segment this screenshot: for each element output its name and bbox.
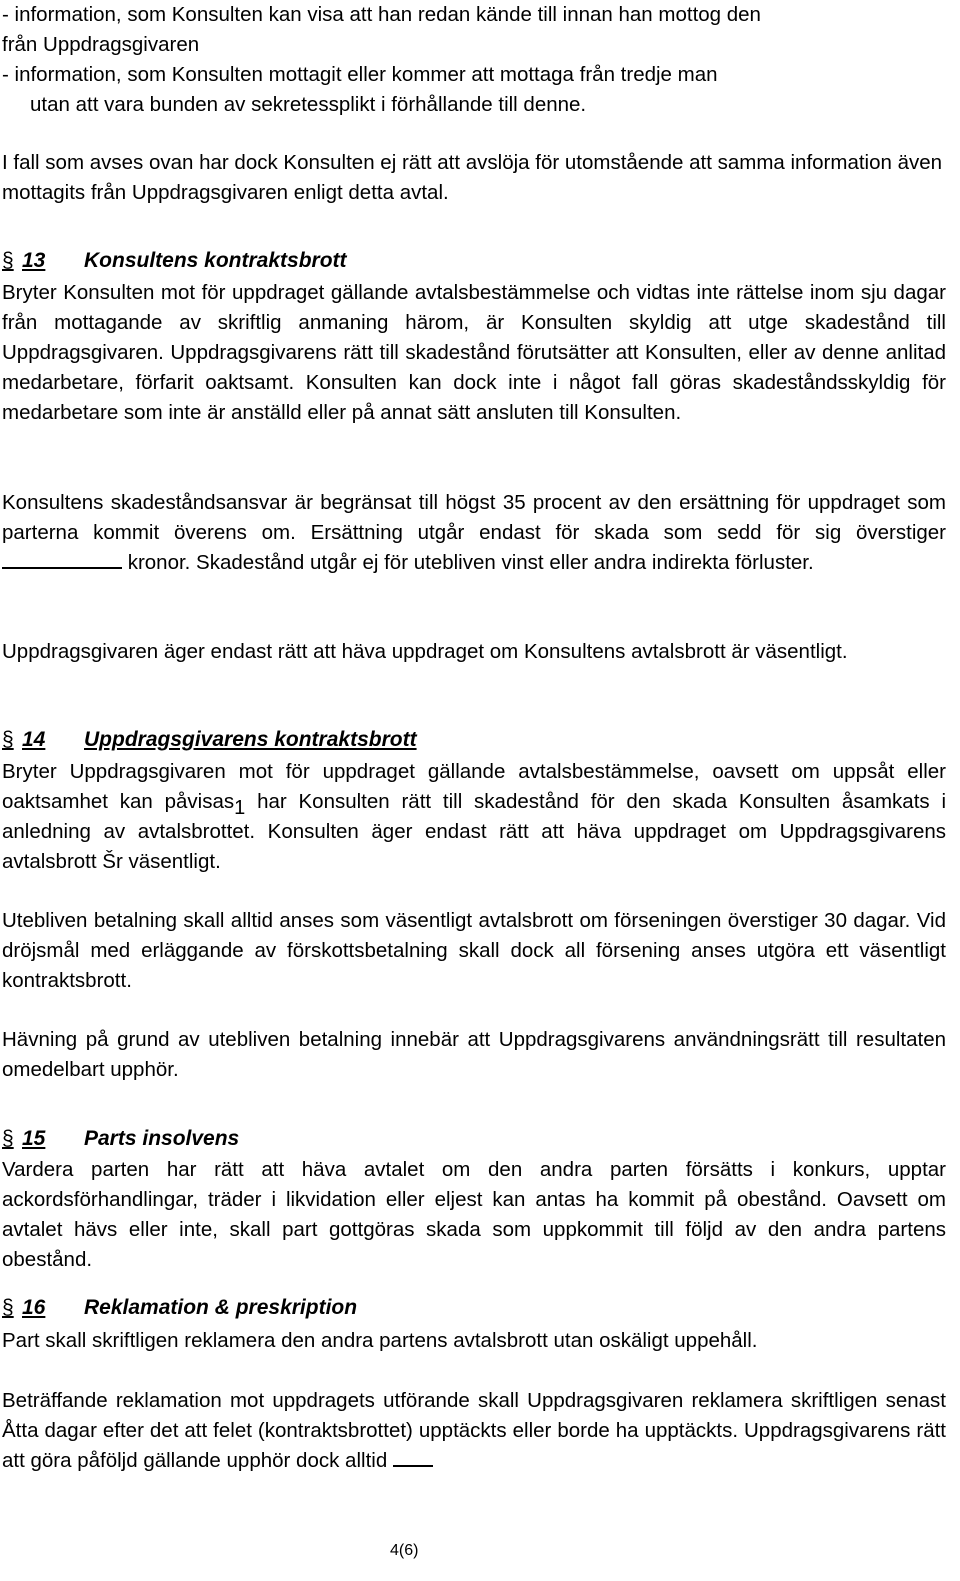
section-14-paragraph-3: Hävning på grund av utebliven betalning innebär att Uppdragsgivarens användningsrätt till resultaten omedelbart upphör. xyxy=(2,1028,946,1081)
section-title: Uppdragsgivarens kontraktsbrott xyxy=(84,728,417,751)
list-item-continuation: utan att vara bunden av sekretessplikt i förhållande till denne. xyxy=(30,93,587,116)
paragraph-text: Beträffande reklamation mot uppdragets utförande skall Uppdragsgivaren reklamera skriftligen senast Åtta dagar efter det att felet (kontraktsbrottet) upptäckts eller borde ha upptäckts. Uppdragsgivarens rätt att göra påföljd gällande upphör dock alltid xyxy=(2,1389,946,1472)
section-title: Parts insolvens xyxy=(84,1127,240,1150)
paragraph-text: Bryter Uppdragsgivaren mot för uppdraget gällande avtalsbestämmelse, oavsett om uppsåt eller oaktsamhet kan påvisas xyxy=(2,760,946,813)
list-item-line: - information, som Konsulten kan visa att han redan kände till innan han mottog den xyxy=(2,3,761,26)
section-symbol: § xyxy=(2,249,14,272)
section-symbol: § xyxy=(2,728,14,751)
period-blank-line xyxy=(393,1447,433,1467)
section-heading-14 xyxy=(2,725,417,755)
section-heading-15 xyxy=(2,1124,239,1154)
section-16-paragraph-1: Part skall skriftligen reklamera den andra partens avtalsbrott utan oskäligt uppehåll. xyxy=(2,1329,758,1352)
paragraph-exception: I fall som avses ovan har dock Konsulten ej rätt att avslöja för utomstående att samma information även mottagits från Uppdragsgivaren enligt detta avtal. xyxy=(2,151,943,204)
section-number: 13 xyxy=(22,249,46,272)
section-13-paragraph-1: Bryter Konsulten mot för uppdraget gällande avtalsbestämmelse och vidtas inte rättelse inom sju dagar från mottagande av skriftlig anmaning härom, är Konsulten skyldig att utge skadestånd till Uppdragsgivaren. Uppdragsgivarens rätt till skadestånd förutsätter att Konsulten, eller av denne anlitad medarbetare, förfarit oaktsamt. Konsulten kan dock inte i något fall göras skadeståndsskyldig för medarbetare som inte är anställd eller på annat sätt ansluten till Konsulten. xyxy=(2,281,946,424)
list-item-line: - information, som Konsulten mottagit eller kommer att mottaga från tredje man xyxy=(2,63,718,86)
section-14-paragraph-1 xyxy=(2,757,946,877)
list-item-continuation: från Uppdragsgivaren xyxy=(2,33,200,56)
section-heading-16 xyxy=(2,1293,357,1323)
paragraph-text: kronor. Skadestånd utgår ej för utebliven vinst eller andra indirekta förluster. xyxy=(122,551,814,574)
amount-blank-line xyxy=(2,549,122,569)
section-13-paragraph-2 xyxy=(2,488,946,578)
list-item xyxy=(2,60,946,120)
section-14-paragraph-2: Utebliven betalning skall alltid anses som väsentligt avtalsbrott om förseningen överstiger 30 dagar. Vid dröjsmål med erläggande av förskottsbetalning skall dock all försening anses utgöra ett väsentligt kontraktsbrott. xyxy=(2,909,946,992)
section-title: Reklamation & preskription xyxy=(84,1296,358,1319)
section-symbol: § xyxy=(2,1127,14,1150)
section-number: 15 xyxy=(22,1127,46,1150)
section-number: 16 xyxy=(22,1296,46,1319)
section-15-paragraph-1: Vardera parten har rätt att häva avtalet om den andra parten försätts i konkurs, upptar ackordsförhandlingar, träder i likvidation eller eljest kan antas ha kommit på obestånd. Oavsett om avtalet hävs eller inte, skall part gottgöras skada som uppkommit till följd av den andra partens obestånd. xyxy=(2,1158,946,1271)
page-number: 4(6) xyxy=(390,1542,419,1559)
paragraph-text: Konsultens skadeståndsansvar är begränsat till högst 35 procent av den ersättning för uppdraget som parterna kommit överens om. Ersättning utgår endast för skada som sedd för sig överstiger xyxy=(2,491,946,544)
section-title: Konsultens kontraktsbrott xyxy=(84,249,347,272)
section-13-paragraph-3: Uppdragsgivaren äger endast rätt att häva uppdraget om Konsultens avtalsbrott är väsentligt. xyxy=(2,640,848,663)
section-number: 14 xyxy=(22,728,46,751)
list-item xyxy=(2,0,946,60)
section-heading-13 xyxy=(2,246,347,276)
section-16-paragraph-2 xyxy=(2,1386,946,1476)
paragraph-text: har Konsulten rätt till skadestånd för den skada Konsulten åsamkats i anledning av avtalsbrottet. Konsulten äger endast rätt att häva uppdraget om Uppdragsgivarens avtalsbrott Šr väsentligt. xyxy=(2,790,946,873)
section-symbol: § xyxy=(2,1296,14,1319)
footnote-marker: 1 xyxy=(234,797,246,819)
